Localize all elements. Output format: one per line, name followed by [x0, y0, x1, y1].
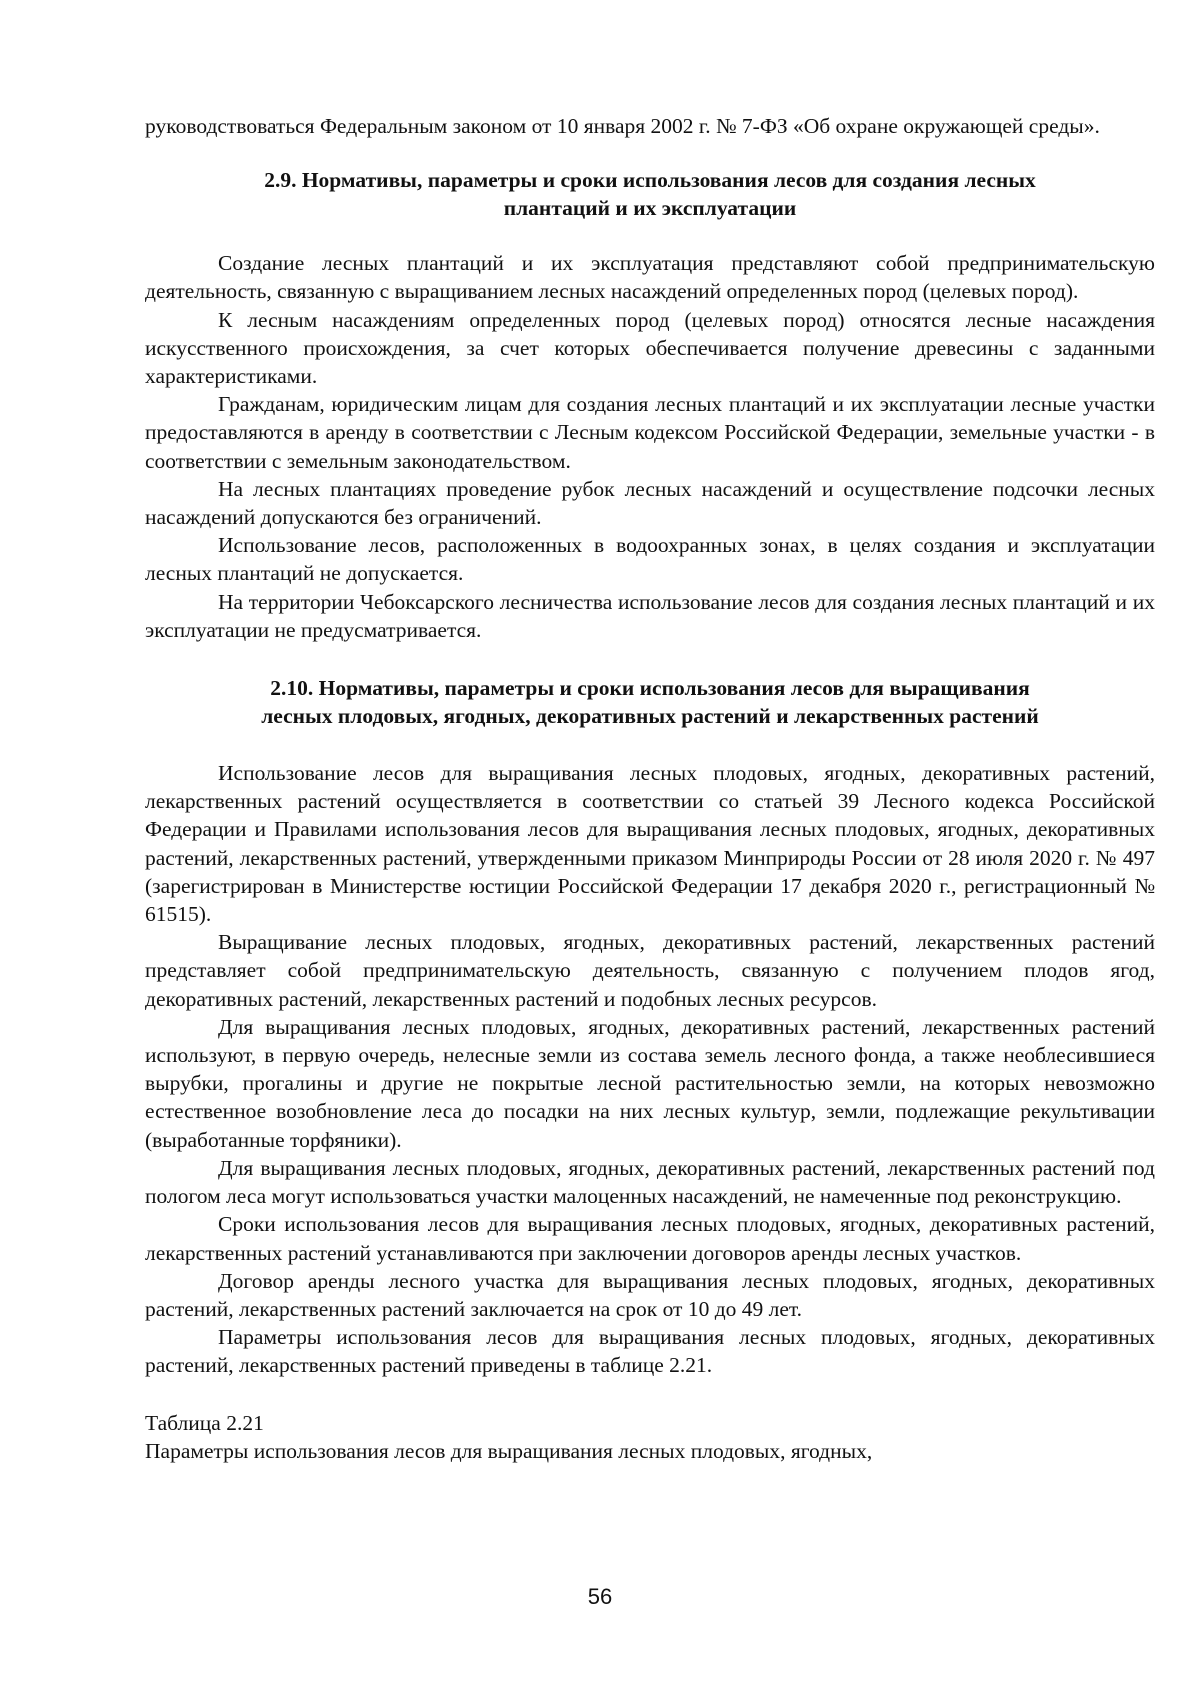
intro-tail-paragraph: руководствоваться Федеральным законом от 10 января 2002 г. № 7-ФЗ «Об охране окружающей среды».: [145, 114, 1100, 138]
document-body: [145, 112, 1155, 1465]
section-2-9-paragraph: Создание лесных плантаций и их эксплуатация представляют собой предпринимательскую деятельность, связанную с выращиванием лесных насаждений определенных пород (целевых пород).: [145, 251, 1155, 304]
section-2-9-paragraph: К лесным насаждениям определенных пород (целевых пород) относятся лесные насаждения искусственного происхождения, за счет которых обеспечивается получение древесины с заданными характеристиками.: [145, 307, 1155, 389]
section-2-10-paragraph: Сроки использования лесов для выращивания лесных плодовых, ягодных, декоративных растений, лекарственных растений устанавливаются при заключении договоров аренды лесных участков.: [145, 1212, 1155, 1265]
table-number-label: Таблица 2.21: [145, 1410, 264, 1435]
section-2-9-heading-line2: плантаций и их эксплуатации: [503, 196, 797, 221]
section-2-10-heading-line2: лесных плодовых, ягодных, декоративных растений и лекарственных растений: [261, 704, 1039, 729]
section-2-10-heading-line1: 2.10. Нормативы, параметры и сроки использования лесов для выращивания: [270, 676, 1030, 701]
section-2-9-heading: [145, 166, 1155, 222]
section-2-9-paragraph: Использование лесов, расположенных в водоохранных зонах, в целях создания и эксплуатации лесных плантаций не допускается.: [145, 533, 1155, 586]
section-2-9-paragraph: На территории Чебоксарского лесничества использование лесов для создания лесных плантаций и их эксплуатации не предусматривается.: [145, 589, 1155, 642]
section-2-10-paragraph: Для выращивания лесных плодовых, ягодных, декоративных растений, лекарственных растений используют, в первую очередь, нелесные земли из состава земель лесного фонда, а также необлесившиеся вырубки, прогалины и другие не покрытые лесной растительностью земли, на которых невозможно естественное возобновление леса до посадки на них лесных культур, земли, подлежащие рекультивации (выработанные торфяники).: [145, 1014, 1155, 1152]
section-2-10-paragraph: Использование лесов для выращивания лесных плодовых, ягодных, декоративных растений, лекарственных растений осуществляется в соответствии со статьей 39 Лесного кодекса Российской Федерации и Правилами использования лесов для выращивания лесных плодовых, ягодных, декоративных растений, лекарственных растений, утвержденными приказом Минприроды России от 28 июля 2020 г. № 497 (зарегистрирован в Министерстве юстиции Российской Федерации 17 декабря 2020 г., регистрационный № 61515).: [145, 761, 1155, 927]
section-2-9-paragraph: На лесных плантациях проведение рубок лесных насаждений и осуществление подсочки лесных насаждений допускаются без ограничений.: [145, 476, 1155, 530]
section-2-10-paragraph: Договор аренды лесного участка для выращивания лесных плодовых, ягодных, декоративных растений, лекарственных растений заключается на срок от 10 до 49 лет.: [145, 1268, 1155, 1321]
table-title: Параметры использования лесов для выращивания лесных плодовых, ягодных,: [145, 1438, 873, 1463]
section-2-9-heading-line1: 2.9. Нормативы, параметры и сроки использования лесов для создания лесных: [264, 168, 1036, 193]
section-2-10-paragraph: Параметры использования лесов для выращивания лесных плодовых, ягодных, декоративных растений, лекарственных растений приведены в таблице 2.21.: [145, 1325, 1155, 1378]
page-number: 56: [587, 1584, 613, 1609]
section-2-10-heading: [145, 674, 1155, 730]
section-2-10-paragraph: Для выращивания лесных плодовых, ягодных, декоративных растений, лекарственных растений под пологом леса могут использоваться участки малоценных насаждений, не намеченные под реконструкцию.: [145, 1155, 1155, 1209]
section-2-9-paragraph: Гражданам, юридическим лицам для создания лесных плантаций и их эксплуатации лесные участки предоставляются в аренду в соответствии с Лесным кодексом Российской Федерации, земельные участки - в соответствии с земельным законодательством.: [145, 392, 1155, 473]
section-2-10-paragraph: Выращивание лесных плодовых, ягодных, декоративных растений, лекарственных растений представляет собой предпринимательскую деятельность, связанную с получением плодов ягод, декоративных растений, лекарственных растений и подобных лесных ресурсов.: [145, 930, 1155, 1011]
